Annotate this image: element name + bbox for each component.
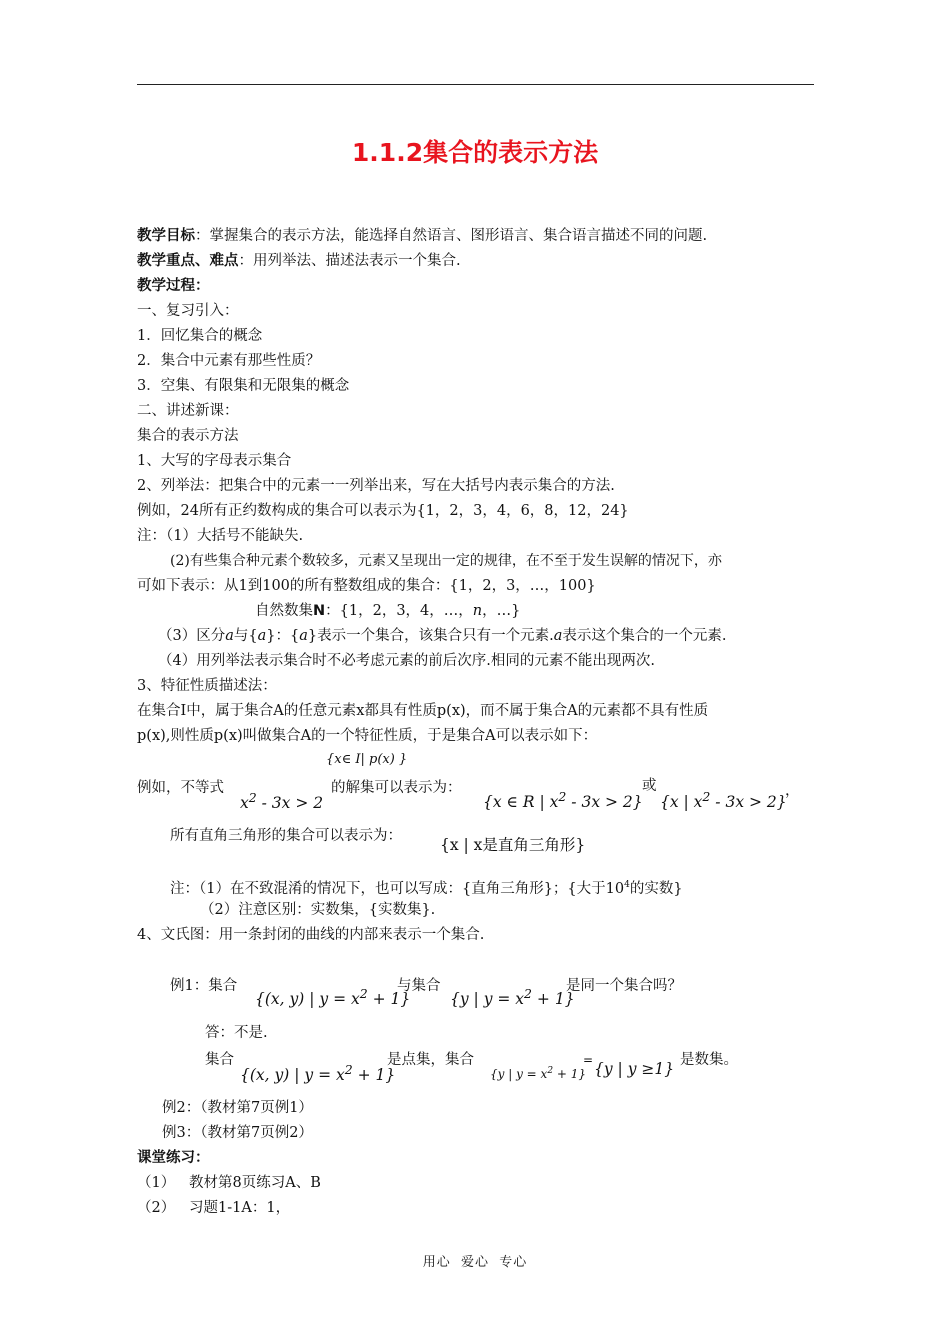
text-line: 3、特征性质描述法： — [137, 678, 277, 694]
process-label: 教学过程 — [137, 278, 195, 294]
text-line: 是同一个集合吗？ — [566, 978, 682, 994]
text-line: ， — [785, 783, 800, 799]
text-line: 二、讲述新课： — [137, 403, 239, 419]
text-line: 注：（1）大括号不能缺失. — [137, 528, 304, 544]
text-line: 1．回忆集合的概念 — [137, 328, 263, 344]
range-set-formula: {y | y ≥1} — [594, 1060, 675, 1078]
text-line: 例3：（教材第7页例2） — [162, 1125, 313, 1141]
text-line: 3．空集、有限集和无限集的概念 — [137, 378, 350, 394]
key-label: 教学重点、难点 — [137, 253, 239, 269]
solution-set-formula-alt: {x | $x^2 - 3x > 2$} — [660, 789, 787, 812]
goal-line — [137, 227, 707, 245]
text-line: 是数集。 — [680, 1052, 738, 1068]
text-line: 例如，24所有正约数构成的集合可以表示为{1，2，3，4，6，8，12，24} — [137, 503, 629, 519]
text-line: （2）注意区别：实数集，{实数集}. — [200, 902, 436, 918]
text-line: 2、列举法：把集合中的元素一一列举出来，写在大括号内表示集合的方法. — [137, 478, 615, 494]
text-line: 1、大写的字母表示集合 — [137, 453, 292, 469]
text-line: 例1：集合 — [170, 978, 238, 994]
text-line: 2．集合中元素有那些性质？ — [137, 353, 321, 369]
page-footer: 用心 爱心 专心 — [422, 1255, 528, 1270]
right-triangle-set-formula: {x | x是直角三角形} — [440, 836, 586, 854]
text-line: 4、文氏图：用一条封闭的曲线的内部来表示一个集合. — [137, 927, 485, 943]
goal-label: 教学目标 — [137, 228, 195, 244]
text-line: 例2：（教材第7页例1） — [162, 1100, 313, 1116]
text-line: 与集合 — [397, 978, 441, 994]
text-line: 所有直角三角形的集合可以表示为： — [170, 828, 402, 844]
text-line: (2)有些集合种元素个数较多，元素又呈现出一定的规律，在不至于发生误解的情况下，亦 — [170, 553, 722, 569]
key-text: ：用列举法、描述法表示一个集合. — [238, 253, 461, 269]
text-line: 可如下表示：从1到100的所有整数组成的集合：{1，2，3，…，100} — [137, 578, 596, 594]
text-line: 集合 — [205, 1052, 234, 1068]
text-line: 一、复习引入： — [137, 303, 239, 319]
text-line: 是点集，集合 — [387, 1052, 474, 1068]
text-line: （2） 习题1-1A：1， — [137, 1200, 291, 1216]
point-set-formula-2: {(x, y) | $y = x^2 + 1$} — [240, 1062, 396, 1085]
note-line: 注：（1）在不致混淆的情况下，也可以写成：{直角三角形}；{大于$10^4$的实数} — [170, 880, 683, 897]
key-line — [137, 252, 461, 270]
example-inequality-line: 例如，不等式 — [137, 780, 224, 796]
text-line: （1） 教材第8页练习A、B — [137, 1175, 321, 1191]
number-set-formula: {y | $y = x^2 + 1$} — [450, 986, 575, 1009]
text-line: 答：不是. — [205, 1025, 268, 1041]
text-line: = — [583, 1053, 594, 1067]
point-set-formula: {(x, y) | $y = x^2 + 1$} — [255, 986, 411, 1009]
solution-set-formula: {x ∈ R | $x^2 - 3x > 2$} — [483, 789, 643, 812]
text-line: 或 — [642, 778, 657, 794]
text-line: 在集合I中，属于集合A的任意元素x都具有性质p(x)，而不属于集合A的元素都不具有性质 — [137, 703, 709, 719]
text-line: 集合的表示方法 — [137, 428, 239, 444]
text-line: p(x),则性质p(x)叫做集合A的一个特征性质，于是集合A可以表示如下： — [137, 728, 598, 744]
set-builder-formula: {x∈ I| p(x) } — [326, 752, 408, 767]
inequality-formula: $x^2 - 3x > 2$ — [240, 790, 324, 813]
number-set-formula-2: {y | $y = x^2 + 1$} — [490, 1066, 587, 1081]
document-title: 1.1.2集合的表示方法 — [351, 138, 599, 167]
goal-text: ：掌握集合的表示方法，能选择自然语言、图形语言、集合语言描述不同的问题. — [195, 228, 708, 244]
text-line: （4）用列举法表示集合时不必考虑元素的前后次序.相同的元素不能出现两次. — [158, 653, 655, 669]
distinguish-line: （3）区分a与{a}：{a}表示一个集合，该集合只有一个元素.a表示这个集合的一个元素. — [158, 628, 727, 644]
header-rule — [137, 84, 814, 85]
text-line: 的解集可以表示为： — [331, 780, 462, 796]
practice-heading: 课堂练习： — [137, 1150, 210, 1166]
process-heading: 教学过程： — [137, 278, 210, 294]
natural-numbers-line: 自然数集N：{1，2，3，4，…，n，…} — [255, 603, 521, 619]
